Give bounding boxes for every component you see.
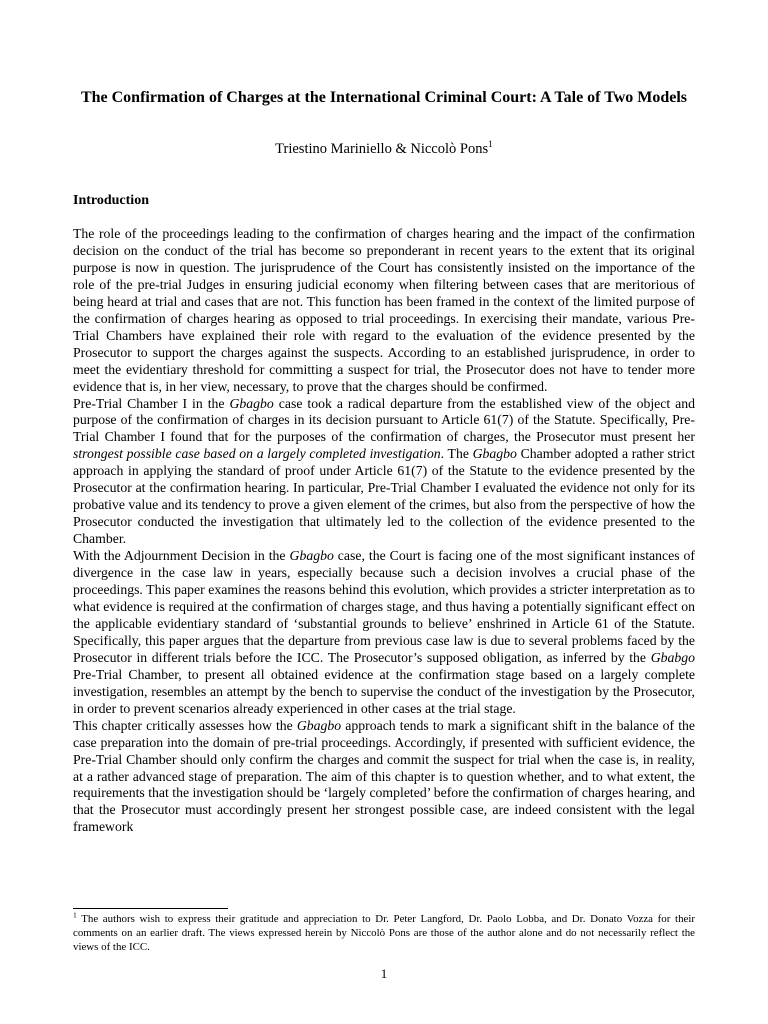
italic-text: Gbagbo <box>229 395 274 411</box>
footnote-reference[interactable]: 1 <box>488 140 493 151</box>
italic-text: Gbagbo <box>472 446 517 462</box>
text-run: Chamber adopted a rather strict approach in applying the standard of proof under Article 61(7) of the Statute to the evidence presented by the Prosecutor at the confirmation hearing. In particular, Pre-Trial Chamber I evaluated the evidence not only for its probative value and its tendency to prove a given element of the crimes, but also from the perspective of how the Prosecutor conducted the investigation that ultimately led to the collection of the evidence presented to the Chamber. <box>73 446 695 547</box>
text-run: case, the Court is facing one of the most significant instances of divergence in the case law in years, especially because such a decision involves a crucial phase of the proceedings. This paper examines the reasons behind this evolution, which provides a stricter interpretation as to what evidence is required at the confirmation of charges stage, and thus having a potentially significant effect on the applicable evidentiary standard of ‘substantial grounds to believe’ enshrined in Article 61 of the Statute. Specifically, this paper argues that the departure from previous case law is due to several problems faced by the Prosecutor in different trials before the ICC. The Prosecutor’s supposed obligation, as inferred by the <box>73 548 695 665</box>
footnote-divider <box>73 908 228 909</box>
text-run: case took a radical departure from the established view of the object and purpose of the confirmation of charges in its decision pursuant to Article 61(7) of the Statute. Specifically, Pre-Trial Chamber I found that for the purposes of the confirmation of charges, the Prosecutor must present her <box>73 395 695 445</box>
footnote-marker: 1 <box>73 910 77 920</box>
text-run: Pre-Trial Chamber, to present all obtained evidence at the confirmation stage based on a largely complete investigation, resembles an attempt by the bench to supervise the conduct of the investigation by the Prosecutor, in order to prevent scenarios already experienced in other cases at the trial stage. <box>73 666 695 716</box>
paper-title: The Confirmation of Charges at the International Criminal Court: A Tale of Two Models <box>80 89 688 106</box>
text-run: . The <box>440 446 473 462</box>
text-run: Pre-Trial Chamber I in the <box>73 395 230 411</box>
author-names: Triestino Mariniello & Niccolò Pons <box>275 141 489 157</box>
author-line <box>80 140 688 158</box>
paragraph-3 <box>73 548 695 718</box>
italic-text: Gbagbo <box>289 548 334 564</box>
text-run: approach tends to mark a significant shift in the balance of the case preparation into the domain of pre-trial proceedings. Accordingly, if presented with sufficient evidence, the Pre-Trial Chamber should only confirm the charges and commit the suspect for trial when the case is, in reality, at a rather advanced stage of preparation. The aim of this chapter is to question whether, and to what extent, the requirements that the investigation should be ‘largely completed’ before the confirmation of charges hearing, and that the Prosecutor must accordingly present her strongest possible case, are indeed consistent with the legal framework <box>73 717 695 835</box>
footnote <box>73 912 695 954</box>
italic-text: strongest possible case based on a largely completed investigation <box>73 446 441 462</box>
paragraph-4 <box>73 718 695 837</box>
text-run: With the Adjournment Decision in the <box>73 548 290 564</box>
page-number: 1 <box>380 966 388 981</box>
body-text <box>73 226 695 836</box>
text-run: This chapter critically assesses how the <box>73 717 297 733</box>
paragraph-2 <box>73 396 695 549</box>
footnote-text: The authors wish to express their gratitude and appreciation to Dr. Peter Langford, Dr. Paolo Lobba, and Dr. Donato Vozza for their comments on an earlier draft. The views expressed herein by Niccolò Pons are those of the author alone and do not necessarily reflect the views of the ICC. <box>73 913 695 953</box>
paragraph-1: The role of the proceedings leading to the confirmation of charges hearing and the impact of the confirmation decision on the conduct of the trial has become so preponderant in recent years to the extent that its original purpose is now in question. The jurisprudence of the Court has consistently insisted on the importance of the role of the pre-trial Judges in ensuring judicial economy when filtering between cases that are meritorious of being heard at trial and cases that are not. This function has been framed in the context of the limited purpose of the confirmation of charges hearing as opposed to trial proceedings. In exercising their mandate, various Pre-Trial Chambers have explained their role with regard to the evaluation of the evidence presented by the Prosecutor to support the charges against the suspects. According to an established jurisprudence, in order to meet the evidentiary threshold for committing a suspect for trial, the Prosecutor does not have to tender more evidence that is, in her view, necessary, to prove that the charges should be confirmed. <box>73 226 695 394</box>
italic-text: Gbagbo <box>296 717 342 733</box>
section-heading: Introduction <box>73 193 149 208</box>
italic-text: Gbabgo <box>650 649 695 665</box>
